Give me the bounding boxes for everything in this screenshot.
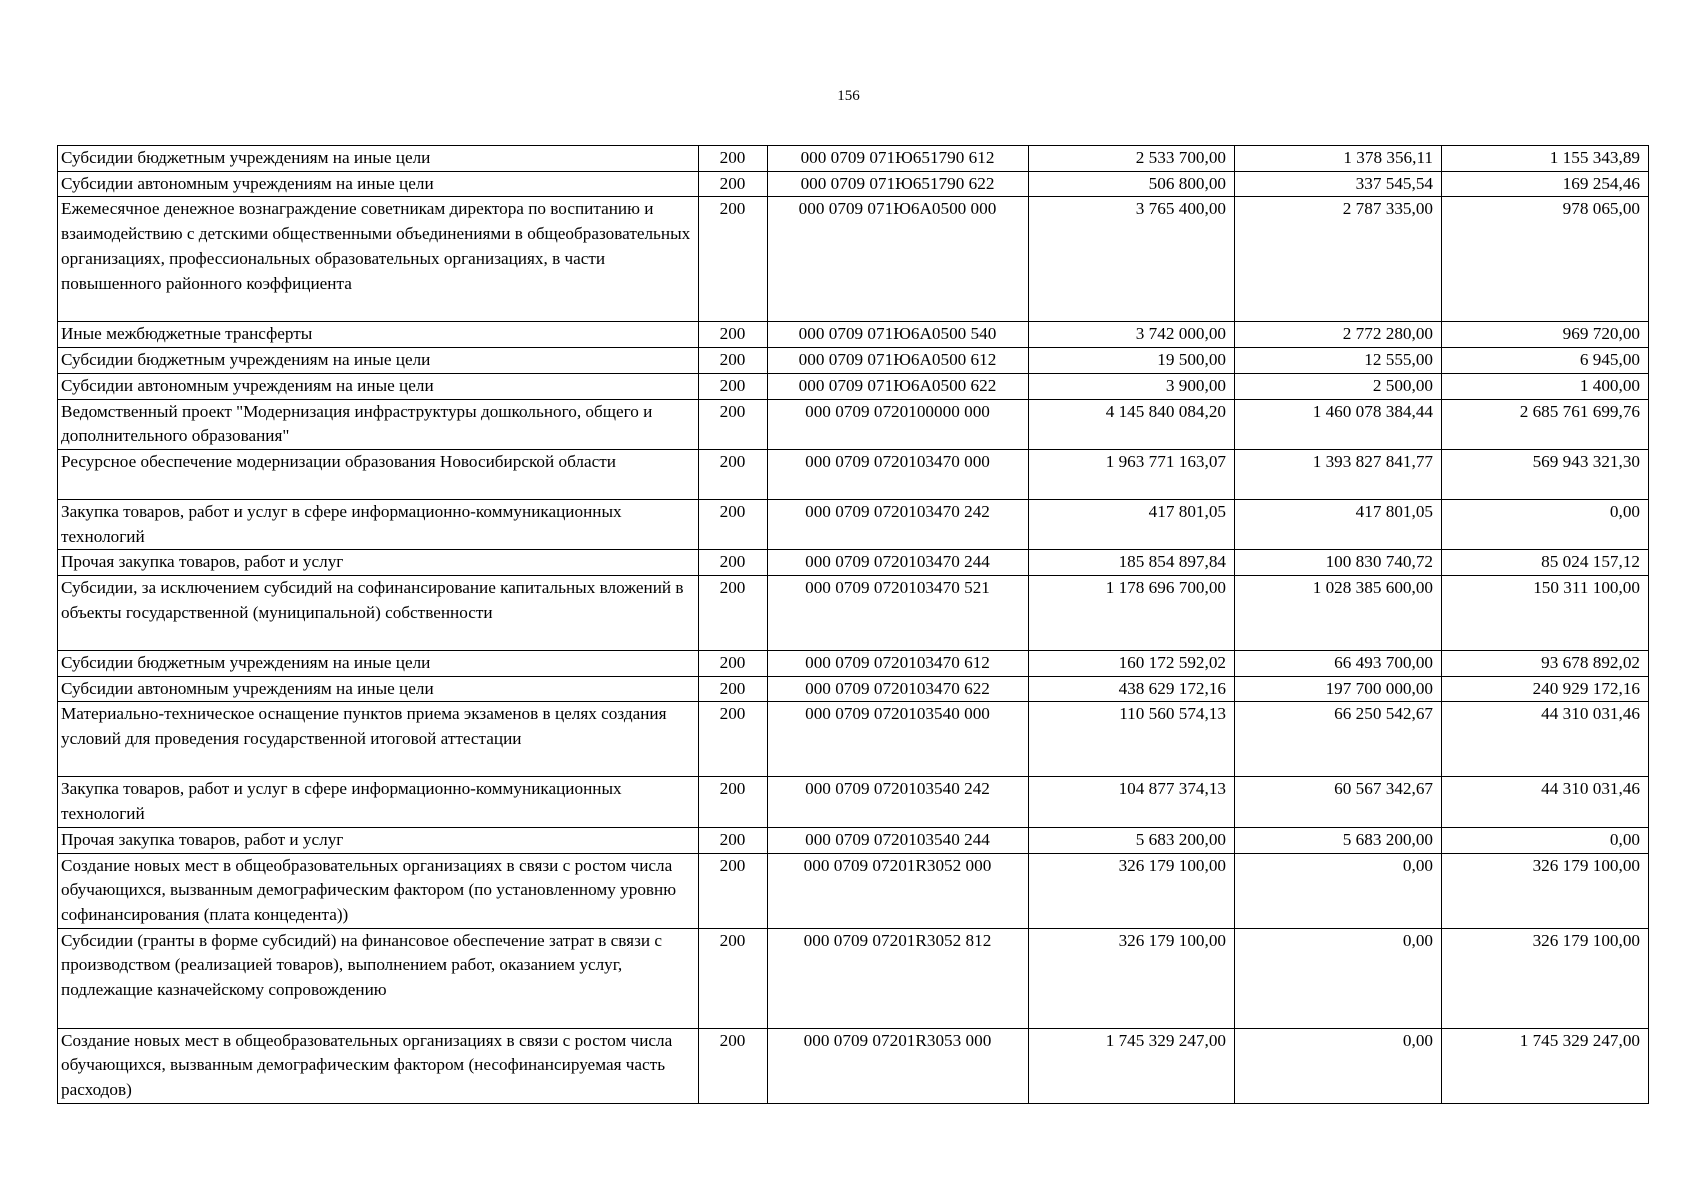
row-name-cell: Ресурсное обеспечение модернизации образования Новосибирской области	[58, 449, 699, 499]
row-approved-cell: 3 765 400,00	[1029, 197, 1235, 322]
table-row	[58, 449, 1649, 499]
row-unexecuted-cell: 6 945,00	[1442, 348, 1649, 374]
row-code-cell: 200	[699, 827, 768, 853]
row-approved-cell: 160 172 592,02	[1029, 651, 1235, 677]
row-classification-cell: 000 0709 071Ю6А0500 540	[768, 322, 1029, 348]
row-unexecuted-cell: 326 179 100,00	[1442, 853, 1649, 928]
row-classification-cell: 000 0709 071Ю651790 622	[768, 171, 1029, 197]
row-code-cell: 200	[699, 499, 768, 549]
row-executed-cell: 1 378 356,11	[1235, 146, 1442, 172]
row-classification-cell: 000 0709 0720103470 622	[768, 676, 1029, 702]
row-classification-cell: 000 0709 071Ю6А0500 000	[768, 197, 1029, 322]
row-executed-cell: 1 028 385 600,00	[1235, 576, 1442, 651]
table-row	[58, 550, 1649, 576]
row-classification-cell: 000 0709 0720100000 000	[768, 399, 1029, 449]
row-executed-cell: 60 567 342,67	[1235, 777, 1442, 827]
row-classification-cell: 000 0709 0720103540 000	[768, 702, 1029, 777]
row-classification-cell: 000 0709 0720103540 242	[768, 777, 1029, 827]
row-unexecuted-cell: 326 179 100,00	[1442, 928, 1649, 1028]
row-approved-cell: 1 963 771 163,07	[1029, 449, 1235, 499]
row-name-cell: Закупка товаров, работ и услуг в сфере информационно-коммуникационных технологий	[58, 499, 699, 549]
row-name-cell: Субсидии бюджетным учреждениям на иные цели	[58, 348, 699, 374]
row-code-cell: 200	[699, 1028, 768, 1103]
row-approved-cell: 2 533 700,00	[1029, 146, 1235, 172]
row-executed-cell: 1 393 827 841,77	[1235, 449, 1442, 499]
row-code-cell: 200	[699, 197, 768, 322]
row-executed-cell: 0,00	[1235, 1028, 1442, 1103]
row-approved-cell: 110 560 574,13	[1029, 702, 1235, 777]
table-row	[58, 146, 1649, 172]
row-code-cell: 200	[699, 373, 768, 399]
row-approved-cell: 104 877 374,13	[1029, 777, 1235, 827]
row-classification-cell: 000 0709 0720103470 612	[768, 651, 1029, 677]
table-row	[58, 777, 1649, 827]
row-unexecuted-cell: 969 720,00	[1442, 322, 1649, 348]
table-row	[58, 853, 1649, 928]
row-unexecuted-cell: 0,00	[1442, 827, 1649, 853]
row-name-cell: Ежемесячное денежное вознаграждение советникам директора по воспитанию и взаимодействию с детскими общественными объединениями в общеобразовательных организациях, профессиональных образовательных организациях, в части повышенного районного коэффициента	[58, 197, 699, 322]
row-code-cell: 200	[699, 928, 768, 1028]
table-row	[58, 827, 1649, 853]
row-approved-cell: 438 629 172,16	[1029, 676, 1235, 702]
row-name-cell: Прочая закупка товаров, работ и услуг	[58, 827, 699, 853]
table-row	[58, 499, 1649, 549]
row-executed-cell: 2 787 335,00	[1235, 197, 1442, 322]
row-code-cell: 200	[699, 777, 768, 827]
row-name-cell: Субсидии бюджетным учреждениям на иные цели	[58, 651, 699, 677]
table-row	[58, 928, 1649, 1028]
row-name-cell: Ведомственный проект "Модернизация инфраструктуры дошкольного, общего и дополнительного образования"	[58, 399, 699, 449]
row-code-cell: 200	[699, 348, 768, 374]
row-unexecuted-cell: 44 310 031,46	[1442, 702, 1649, 777]
row-classification-cell: 000 0709 07201R3052 812	[768, 928, 1029, 1028]
table-row	[58, 399, 1649, 449]
row-code-cell: 200	[699, 322, 768, 348]
row-code-cell: 200	[699, 146, 768, 172]
row-code-cell: 200	[699, 171, 768, 197]
row-classification-cell: 000 0709 0720103470 244	[768, 550, 1029, 576]
table-row	[58, 651, 1649, 677]
row-approved-cell: 3 900,00	[1029, 373, 1235, 399]
row-code-cell: 200	[699, 576, 768, 651]
row-name-cell: Субсидии автономным учреждениям на иные цели	[58, 676, 699, 702]
row-executed-cell: 66 493 700,00	[1235, 651, 1442, 677]
row-executed-cell: 1 460 078 384,44	[1235, 399, 1442, 449]
row-name-cell: Субсидии автономным учреждениям на иные цели	[58, 373, 699, 399]
row-name-cell: Иные межбюджетные трансферты	[58, 322, 699, 348]
row-classification-cell: 000 0709 07201R3052 000	[768, 853, 1029, 928]
row-approved-cell: 4 145 840 084,20	[1029, 399, 1235, 449]
budget-execution-table	[57, 145, 1649, 1104]
row-name-cell: Субсидии, за исключением субсидий на софинансирование капитальных вложений в объекты государственной (муниципальной) собственности	[58, 576, 699, 651]
table-row	[58, 1028, 1649, 1103]
row-unexecuted-cell: 2 685 761 699,76	[1442, 399, 1649, 449]
row-classification-cell: 000 0709 0720103470 242	[768, 499, 1029, 549]
row-executed-cell: 12 555,00	[1235, 348, 1442, 374]
row-classification-cell: 000 0709 0720103470 521	[768, 576, 1029, 651]
table-row	[58, 348, 1649, 374]
row-name-cell: Субсидии автономным учреждениям на иные цели	[58, 171, 699, 197]
row-approved-cell: 5 683 200,00	[1029, 827, 1235, 853]
table-row	[58, 322, 1649, 348]
row-approved-cell: 3 742 000,00	[1029, 322, 1235, 348]
row-name-cell: Материально-техническое оснащение пунктов приема экзаменов в целях создания условий для проведения государственной итоговой аттестации	[58, 702, 699, 777]
table-row	[58, 171, 1649, 197]
row-unexecuted-cell: 169 254,46	[1442, 171, 1649, 197]
row-name-cell: Прочая закупка товаров, работ и услуг	[58, 550, 699, 576]
table-row	[58, 373, 1649, 399]
row-executed-cell: 66 250 542,67	[1235, 702, 1442, 777]
row-unexecuted-cell: 978 065,00	[1442, 197, 1649, 322]
row-classification-cell: 000 0709 071Ю6А0500 612	[768, 348, 1029, 374]
table-row	[58, 197, 1649, 322]
row-code-cell: 200	[699, 651, 768, 677]
row-approved-cell: 506 800,00	[1029, 171, 1235, 197]
row-classification-cell: 000 0709 071Ю651790 612	[768, 146, 1029, 172]
row-name-cell: Субсидии бюджетным учреждениям на иные цели	[58, 146, 699, 172]
row-executed-cell: 2 772 280,00	[1235, 322, 1442, 348]
row-unexecuted-cell: 1 155 343,89	[1442, 146, 1649, 172]
row-code-cell: 200	[699, 702, 768, 777]
row-name-cell: Закупка товаров, работ и услуг в сфере информационно-коммуникационных технологий	[58, 777, 699, 827]
table-row	[58, 676, 1649, 702]
row-unexecuted-cell: 569 943 321,30	[1442, 449, 1649, 499]
row-executed-cell: 197 700 000,00	[1235, 676, 1442, 702]
row-executed-cell: 100 830 740,72	[1235, 550, 1442, 576]
row-code-cell: 200	[699, 449, 768, 499]
row-code-cell: 200	[699, 853, 768, 928]
row-classification-cell: 000 0709 071Ю6А0500 622	[768, 373, 1029, 399]
row-unexecuted-cell: 1 745 329 247,00	[1442, 1028, 1649, 1103]
row-executed-cell: 0,00	[1235, 853, 1442, 928]
row-unexecuted-cell: 93 678 892,02	[1442, 651, 1649, 677]
row-executed-cell: 5 683 200,00	[1235, 827, 1442, 853]
row-executed-cell: 0,00	[1235, 928, 1442, 1028]
row-unexecuted-cell: 150 311 100,00	[1442, 576, 1649, 651]
row-name-cell: Субсидии (гранты в форме субсидий) на финансовое обеспечение затрат в связи с производством (реализацией товаров), выполнением работ, оказанием услуг, подлежащие казначейскому сопровождению	[58, 928, 699, 1028]
row-unexecuted-cell: 1 400,00	[1442, 373, 1649, 399]
table-row	[58, 576, 1649, 651]
row-executed-cell: 417 801,05	[1235, 499, 1442, 549]
row-unexecuted-cell: 85 024 157,12	[1442, 550, 1649, 576]
page-number: 156	[837, 88, 860, 104]
row-code-cell: 200	[699, 399, 768, 449]
row-executed-cell: 337 545,54	[1235, 171, 1442, 197]
row-approved-cell: 185 854 897,84	[1029, 550, 1235, 576]
row-approved-cell: 326 179 100,00	[1029, 853, 1235, 928]
row-approved-cell: 19 500,00	[1029, 348, 1235, 374]
row-approved-cell: 1 745 329 247,00	[1029, 1028, 1235, 1103]
row-approved-cell: 417 801,05	[1029, 499, 1235, 549]
table-body	[58, 146, 1649, 1104]
row-unexecuted-cell: 240 929 172,16	[1442, 676, 1649, 702]
row-code-cell: 200	[699, 550, 768, 576]
row-name-cell: Создание новых мест в общеобразовательных организациях в связи с ростом числа обучающихся, вызванным демографическим фактором (несофинансируемая часть расходов)	[58, 1028, 699, 1103]
row-name-cell: Создание новых мест в общеобразовательных организациях в связи с ростом числа обучающихся, вызванным демографическим фактором (по установленному уровню софинансирования (плата концедента))	[58, 853, 699, 928]
row-executed-cell: 2 500,00	[1235, 373, 1442, 399]
row-classification-cell: 000 0709 0720103470 000	[768, 449, 1029, 499]
table-row	[58, 702, 1649, 777]
row-unexecuted-cell: 44 310 031,46	[1442, 777, 1649, 827]
row-approved-cell: 1 178 696 700,00	[1029, 576, 1235, 651]
row-classification-cell: 000 0709 07201R3053 000	[768, 1028, 1029, 1103]
row-classification-cell: 000 0709 0720103540 244	[768, 827, 1029, 853]
row-approved-cell: 326 179 100,00	[1029, 928, 1235, 1028]
row-unexecuted-cell: 0,00	[1442, 499, 1649, 549]
row-code-cell: 200	[699, 676, 768, 702]
